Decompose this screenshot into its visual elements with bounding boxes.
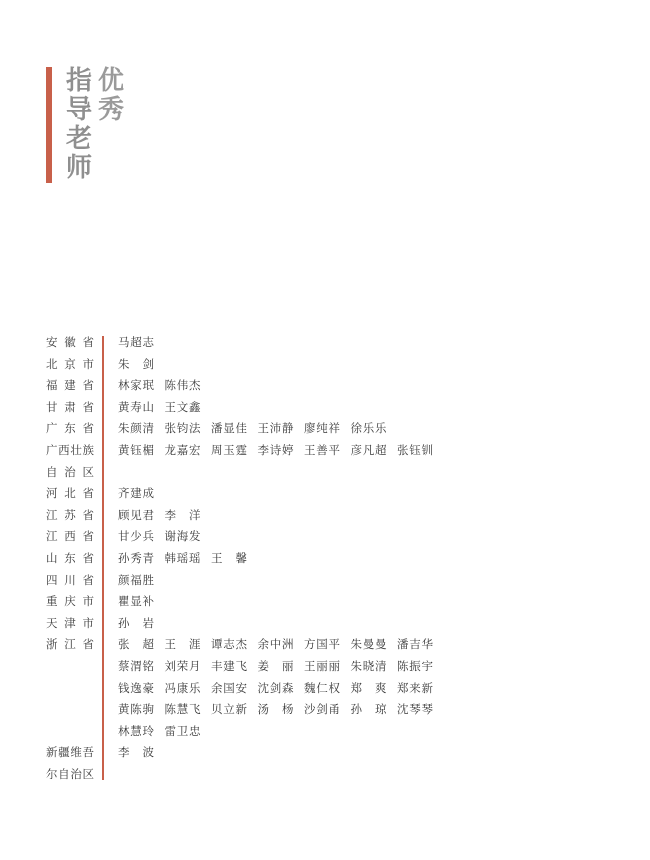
region-label: 新疆维吾: [46, 745, 94, 760]
teacher-name: 朱晓清: [350, 658, 387, 673]
region-label: 北京市: [46, 356, 94, 371]
region-label: 广西壮族: [46, 442, 94, 457]
teacher-names: [118, 332, 165, 354]
teacher-name: 甘少兵: [118, 529, 154, 544]
teacher-list: [46, 332, 446, 785]
teacher-name: 李诗婷: [257, 442, 294, 457]
teacher-name: 余国安: [211, 680, 247, 695]
teacher-names: [118, 548, 258, 570]
list-row: [46, 462, 446, 484]
list-row: [46, 570, 446, 592]
region-label: 江苏省: [46, 507, 94, 522]
page-title-column-1: [63, 67, 95, 183]
region-label: 江西省: [46, 529, 94, 544]
region-label: 浙江省: [46, 637, 94, 652]
teacher-name: 方国平: [304, 637, 340, 652]
teacher-name: 沙剑甬: [304, 702, 340, 717]
teacher-names: [118, 591, 165, 613]
list-row: [46, 548, 446, 570]
region-label: 安徽省: [46, 335, 94, 349]
teacher-names: [118, 505, 211, 527]
list-row: [46, 332, 446, 354]
teacher-name: 张钧法: [164, 421, 201, 436]
teacher-name: 林慧玲: [118, 723, 154, 738]
teacher-name: 冯康乐: [164, 680, 201, 695]
list-row: [46, 440, 446, 462]
list-row: [46, 721, 446, 743]
teacher-name: 潘显佳: [211, 421, 247, 436]
teacher-names: [118, 483, 165, 505]
region-label: 四川省: [46, 572, 94, 587]
teacher-names: [118, 397, 211, 419]
teacher-name: 陈振宇: [397, 658, 433, 673]
teacher-name: 姜丽: [257, 658, 294, 673]
teacher-name: 周玉霆: [211, 442, 247, 457]
page-title-column-2: [95, 67, 127, 125]
teacher-name: 王涯: [164, 637, 201, 652]
teacher-name: 孙岩: [118, 615, 154, 630]
teacher-name: 廖纯祥: [304, 421, 340, 436]
teacher-name: 彦凡超: [350, 442, 387, 457]
teacher-name: 郑爽: [350, 680, 387, 695]
teacher-name: 马超志: [118, 335, 154, 349]
region-label: 山东省: [46, 550, 94, 565]
teacher-name: 顾见君: [118, 507, 154, 522]
teacher-name: 蔡渭铭: [118, 658, 154, 673]
region-label: 甘肃省: [46, 399, 94, 414]
teacher-name: 黄钰楣: [118, 442, 154, 457]
list-row: [46, 505, 446, 527]
teacher-name: 谭志杰: [211, 637, 247, 652]
list-row: [46, 634, 446, 656]
teacher-name: 余中洲: [257, 637, 294, 652]
title-char: 优: [97, 66, 124, 96]
teacher-names: [118, 613, 165, 635]
teacher-name: 王文鑫: [164, 399, 201, 414]
teacher-names: [118, 354, 165, 376]
teacher-names: [118, 678, 444, 700]
list-row: [46, 699, 446, 721]
teacher-name: 谢海发: [164, 529, 201, 544]
teacher-names: [118, 570, 165, 592]
title-char: 导: [65, 95, 92, 125]
teacher-names: [118, 699, 444, 721]
teacher-name: 朱曼曼: [350, 637, 387, 652]
teacher-name: 陈慧飞: [164, 702, 201, 717]
region-label: 广东省: [46, 421, 94, 436]
teacher-name: 瞿显补: [118, 594, 154, 609]
teacher-name: 李洋: [164, 507, 201, 522]
region-label: 天津市: [46, 615, 94, 630]
teacher-name: 黄陈驹: [118, 702, 154, 717]
teacher-names: [118, 526, 211, 548]
teacher-names: [118, 375, 211, 397]
region-label: 福建省: [46, 378, 94, 393]
list-row: [46, 483, 446, 505]
teacher-name: 王善平: [304, 442, 340, 457]
teacher-name: 汤杨: [257, 702, 294, 717]
teacher-name: 颜福胜: [118, 572, 154, 587]
teacher-names: [118, 742, 165, 764]
teacher-name: 龙嘉宏: [164, 442, 201, 457]
list-row: [46, 418, 446, 440]
teacher-name: 贝立新: [211, 702, 247, 717]
teacher-name: 韩瑶瑶: [164, 550, 201, 565]
list-row: [46, 354, 446, 376]
region-label: 河北省: [46, 486, 94, 501]
list-row: [46, 678, 446, 700]
list-row: [46, 375, 446, 397]
teacher-name: 李波: [118, 745, 154, 760]
teacher-name: 孙琼: [350, 702, 387, 717]
list-row: [46, 656, 446, 678]
teacher-names: [118, 418, 397, 440]
teacher-name: 王丽丽: [304, 658, 340, 673]
teacher-name: 雷卫忠: [164, 723, 201, 738]
teacher-name: 朱颜清: [118, 421, 154, 436]
list-row: [46, 591, 446, 613]
teacher-name: 郑来新: [397, 680, 433, 695]
teacher-name: 林家珉: [118, 378, 154, 393]
teacher-name: 齐建成: [118, 486, 154, 501]
teacher-name: 沈琴琴: [397, 702, 433, 717]
list-row: [46, 613, 446, 635]
teacher-name: 潘吉华: [397, 637, 433, 652]
teacher-name: 孙秀青: [118, 550, 154, 565]
teacher-name: 沈剑森: [257, 680, 294, 695]
region-label: 自治区: [46, 464, 94, 479]
teacher-name: 张超: [118, 637, 154, 652]
list-row: [46, 526, 446, 548]
title-char: 师: [65, 153, 92, 183]
teacher-name: 徐乐乐: [350, 421, 387, 436]
title-char: 秀: [97, 95, 124, 125]
title-char: 老: [65, 124, 92, 154]
teacher-name: 王沛静: [257, 421, 294, 436]
title-accent-bar: [46, 67, 52, 183]
teacher-name: 张钰钏: [397, 442, 433, 457]
teacher-name: 黄寿山: [118, 399, 154, 414]
teacher-name: 王馨: [211, 550, 247, 565]
teacher-name: 陈伟杰: [164, 378, 201, 393]
teacher-name: 朱剑: [118, 356, 154, 371]
region-label: 尔自治区: [46, 766, 94, 781]
teacher-name: 丰建飞: [211, 658, 247, 673]
teacher-names: [118, 656, 444, 678]
region-label: 重庆市: [46, 594, 94, 609]
teacher-name: 魏仁权: [304, 680, 340, 695]
title-char: 指: [65, 66, 92, 96]
list-row: [46, 742, 446, 764]
teacher-names: [118, 634, 444, 656]
teacher-name: 钱逸豪: [118, 680, 154, 695]
list-row: [46, 397, 446, 419]
list-row: [46, 764, 446, 786]
teacher-names: [118, 440, 444, 462]
teacher-names: [118, 721, 211, 743]
teacher-name: 刘荣月: [164, 658, 201, 673]
